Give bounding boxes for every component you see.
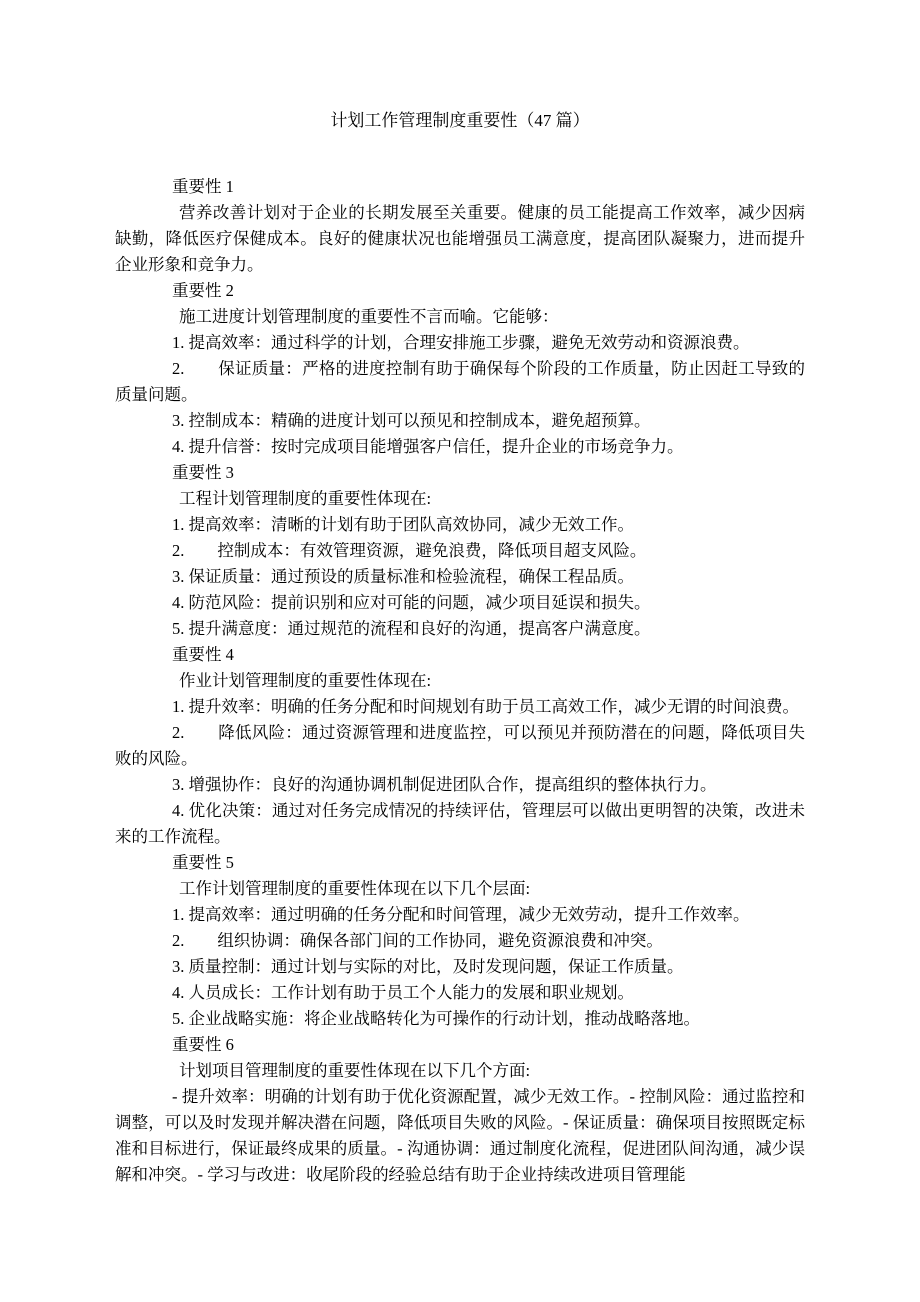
paragraph-item: 4. 防范风险：提前识别和应对可能的问题，减少项目延误和损失。: [172, 593, 651, 612]
paragraph-item: 1. 提升效率：明确的任务分配和时间规划有助于员工高效工作，减少无谓的时间浪费。: [172, 697, 799, 716]
paragraph-item: 4. 人员成长：工作计划有助于员工个人能力的发展和职业规划。: [172, 983, 634, 1002]
paragraph-item: 2. 控制成本：有效管理资源，避免浪费，降低项目超支风险。: [172, 541, 647, 560]
paragraph-item: 3. 保证质量：通过预设的质量标准和检验流程，确保工程品质。: [172, 567, 634, 586]
paragraph-item: 3. 增强协作：良好的沟通协调机制促进团队合作，提高组织的整体执行力。: [172, 775, 717, 794]
paragraph-item: 2. 组织协调：确保各部门间的工作协同，避免资源浪费和冲突。: [172, 931, 663, 950]
section-heading: 重要性 3: [172, 463, 234, 482]
section-heading: 重要性 1: [172, 177, 234, 196]
paragraph-item: 4. 提升信誉：按时完成项目能增强客户信任，提升企业的市场竞争力。: [172, 437, 684, 456]
document-title: 计划工作管理制度重要性（47 篇）: [330, 111, 590, 130]
paragraph-item: 5. 企业战略实施：将企业战略转化为可操作的行动计划，推动战略落地。: [172, 1009, 700, 1028]
paragraph-dash: - 提升效率：明确的计划有助于优化资源配置，减少无效工作。- 控制风险：通过监控和调整，可以及时发现并解决潜在问题，降低项目失败的风险。- 保证质量：确保项目按照既定标准和目标进行，保证最终成果的质量。- 沟通协调：通过制度化流程，促进团队间沟通，减少误解和冲突。- 学习与改进：收尾阶段的经验总结有助于企业持续改进项目管理能: [115, 1087, 805, 1184]
paragraph-item: 2. 降低风险：通过资源管理和进度监控，可以预见并预防潜在的问题，降低项目失败的风险。: [115, 723, 805, 768]
paragraph-item: 3. 控制成本：精确的进度计划可以预见和控制成本，避免超预算。: [172, 411, 651, 430]
paragraph-item: 2. 保证质量：严格的进度控制有助于确保每个阶段的工作质量，防止因赶工导致的质量问题。: [115, 359, 805, 404]
paragraph-intro: 作业计划管理制度的重要性体现在:: [179, 671, 432, 690]
paragraph-item: 3. 质量控制：通过计划与实际的对比，及时发现问题，保证工作质量。: [172, 957, 684, 976]
section-heading: 重要性 6: [172, 1035, 234, 1054]
paragraph-item: 1. 提高效率：通过科学的计划，合理安排施工步骤，避免无效劳动和资源浪费。: [172, 333, 750, 352]
document-body: [115, 174, 805, 1188]
paragraph-item: 1. 提高效率：通过明确的任务分配和时间管理，减少无效劳动，提升工作效率。: [172, 905, 750, 924]
paragraph-item: 5. 提升满意度：通过规范的流程和良好的沟通，提高客户满意度。: [172, 619, 651, 638]
paragraph-intro: 工作计划管理制度的重要性体现在以下几个层面:: [179, 879, 531, 898]
paragraph-item: 4. 优化决策：通过对任务完成情况的持续评估，管理层可以做出更明智的决策，改进未来的工作流程。: [115, 801, 805, 846]
paragraph-intro: 工程计划管理制度的重要性体现在:: [179, 489, 432, 508]
paragraph-intro: 施工进度计划管理制度的重要性不言而喻。它能够：: [179, 307, 559, 326]
paragraph-intro: 计划项目管理制度的重要性体现在以下几个方面:: [179, 1061, 531, 1080]
paragraph-item: 1. 提高效率：清晰的计划有助于团队高效协同，减少无效工作。: [172, 515, 634, 534]
section-heading: 重要性 4: [172, 645, 234, 664]
section-heading: 重要性 2: [172, 281, 234, 300]
paragraph-body: 营养改善计划对于企业的长期发展至关重要。健康的员工能提高工作效率，减少因病缺勤，降低医疗保健成本。良好的健康状况也能增强员工满意度，提高团队凝聚力，进而提升企业形象和竞争力。: [115, 203, 805, 274]
section-heading: 重要性 5: [172, 853, 234, 872]
